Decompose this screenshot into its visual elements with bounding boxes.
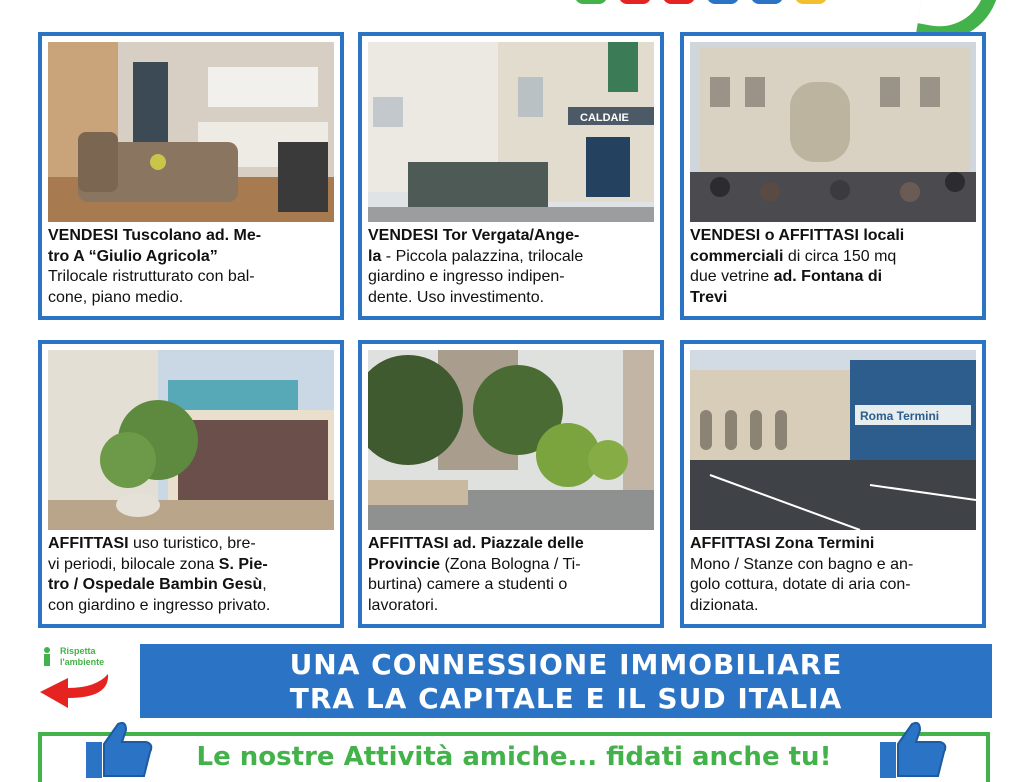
shop-sign: CALDAIE [580, 112, 629, 124]
listing-photo-termini-station [690, 350, 976, 530]
listing-caption: VENDESI Tuscolano ad. Me- tro A “Giulio Agricola” Trilocale ristrutturato con bal- cone, piano medio. [48, 227, 262, 306]
listing-caption: VENDESI o AFFITTASI locali commerciali di circa 150 mq due vetrine ad. Fontana di Trevi [690, 227, 905, 306]
thumbs-up-icon [84, 718, 154, 778]
listing-photo-living-room [48, 42, 334, 222]
banner-line-1: UNA CONNESSIONE IMMOBILIARE [289, 648, 843, 681]
eco-line-2: l'ambiente [60, 657, 105, 667]
listing-card-termini[interactable] [680, 340, 986, 628]
eco-line-1: Rispetta [60, 646, 96, 656]
friends-text: Le nostre Attività amiche... fidati anche tu! [196, 742, 832, 772]
listing-caption: AFFITTASI uso turistico, bre- vi periodi, bilocale zona S. Pie- tro / Ospedale Bambin Gesù, con giardino e ingresso privato. [48, 535, 271, 614]
listing-card-san-pietro[interactable] [38, 340, 344, 628]
eco-badge [38, 646, 118, 716]
listing-caption: AFFITTASI Zona Termini Mono / Stanze con bagno e an- golo cottura, dotate di aria con- dizionata. [690, 535, 914, 614]
thumbs-up-icon [878, 718, 948, 778]
slogan-banner [140, 644, 992, 718]
listing-photo-piazzale [368, 350, 654, 530]
listing-caption: VENDESI Tor Vergata/Ange- la - Piccola palazzina, trilocale giardino e ingresso indipen- dente. Uso investimento. [368, 227, 584, 306]
listing-card-tuscolano[interactable] [38, 32, 344, 320]
listing-photo-trevi-fountain [690, 42, 976, 222]
arrow-left-icon [38, 668, 116, 714]
recycle-icon [38, 646, 56, 668]
friends-strip [38, 732, 990, 782]
listing-card-trevi[interactable] [680, 32, 986, 320]
listing-photo-building [368, 42, 654, 222]
banner-line-2: TRA LA CAPITALE E IL SUD ITALIA [289, 682, 843, 715]
color-dots [575, 0, 827, 4]
listing-card-piazzale-provincie[interactable] [358, 340, 664, 628]
listing-caption: AFFITTASI ad. Piazzale delle Provincie (Zona Bologna / Ti- burtina) camere a studenti o lavoratori. [368, 535, 584, 614]
listing-photo-garden [48, 350, 334, 530]
station-sign: Roma Termini [860, 409, 940, 423]
top-strip [0, 0, 1024, 28]
listing-card-tor-vergata[interactable] [358, 32, 664, 320]
